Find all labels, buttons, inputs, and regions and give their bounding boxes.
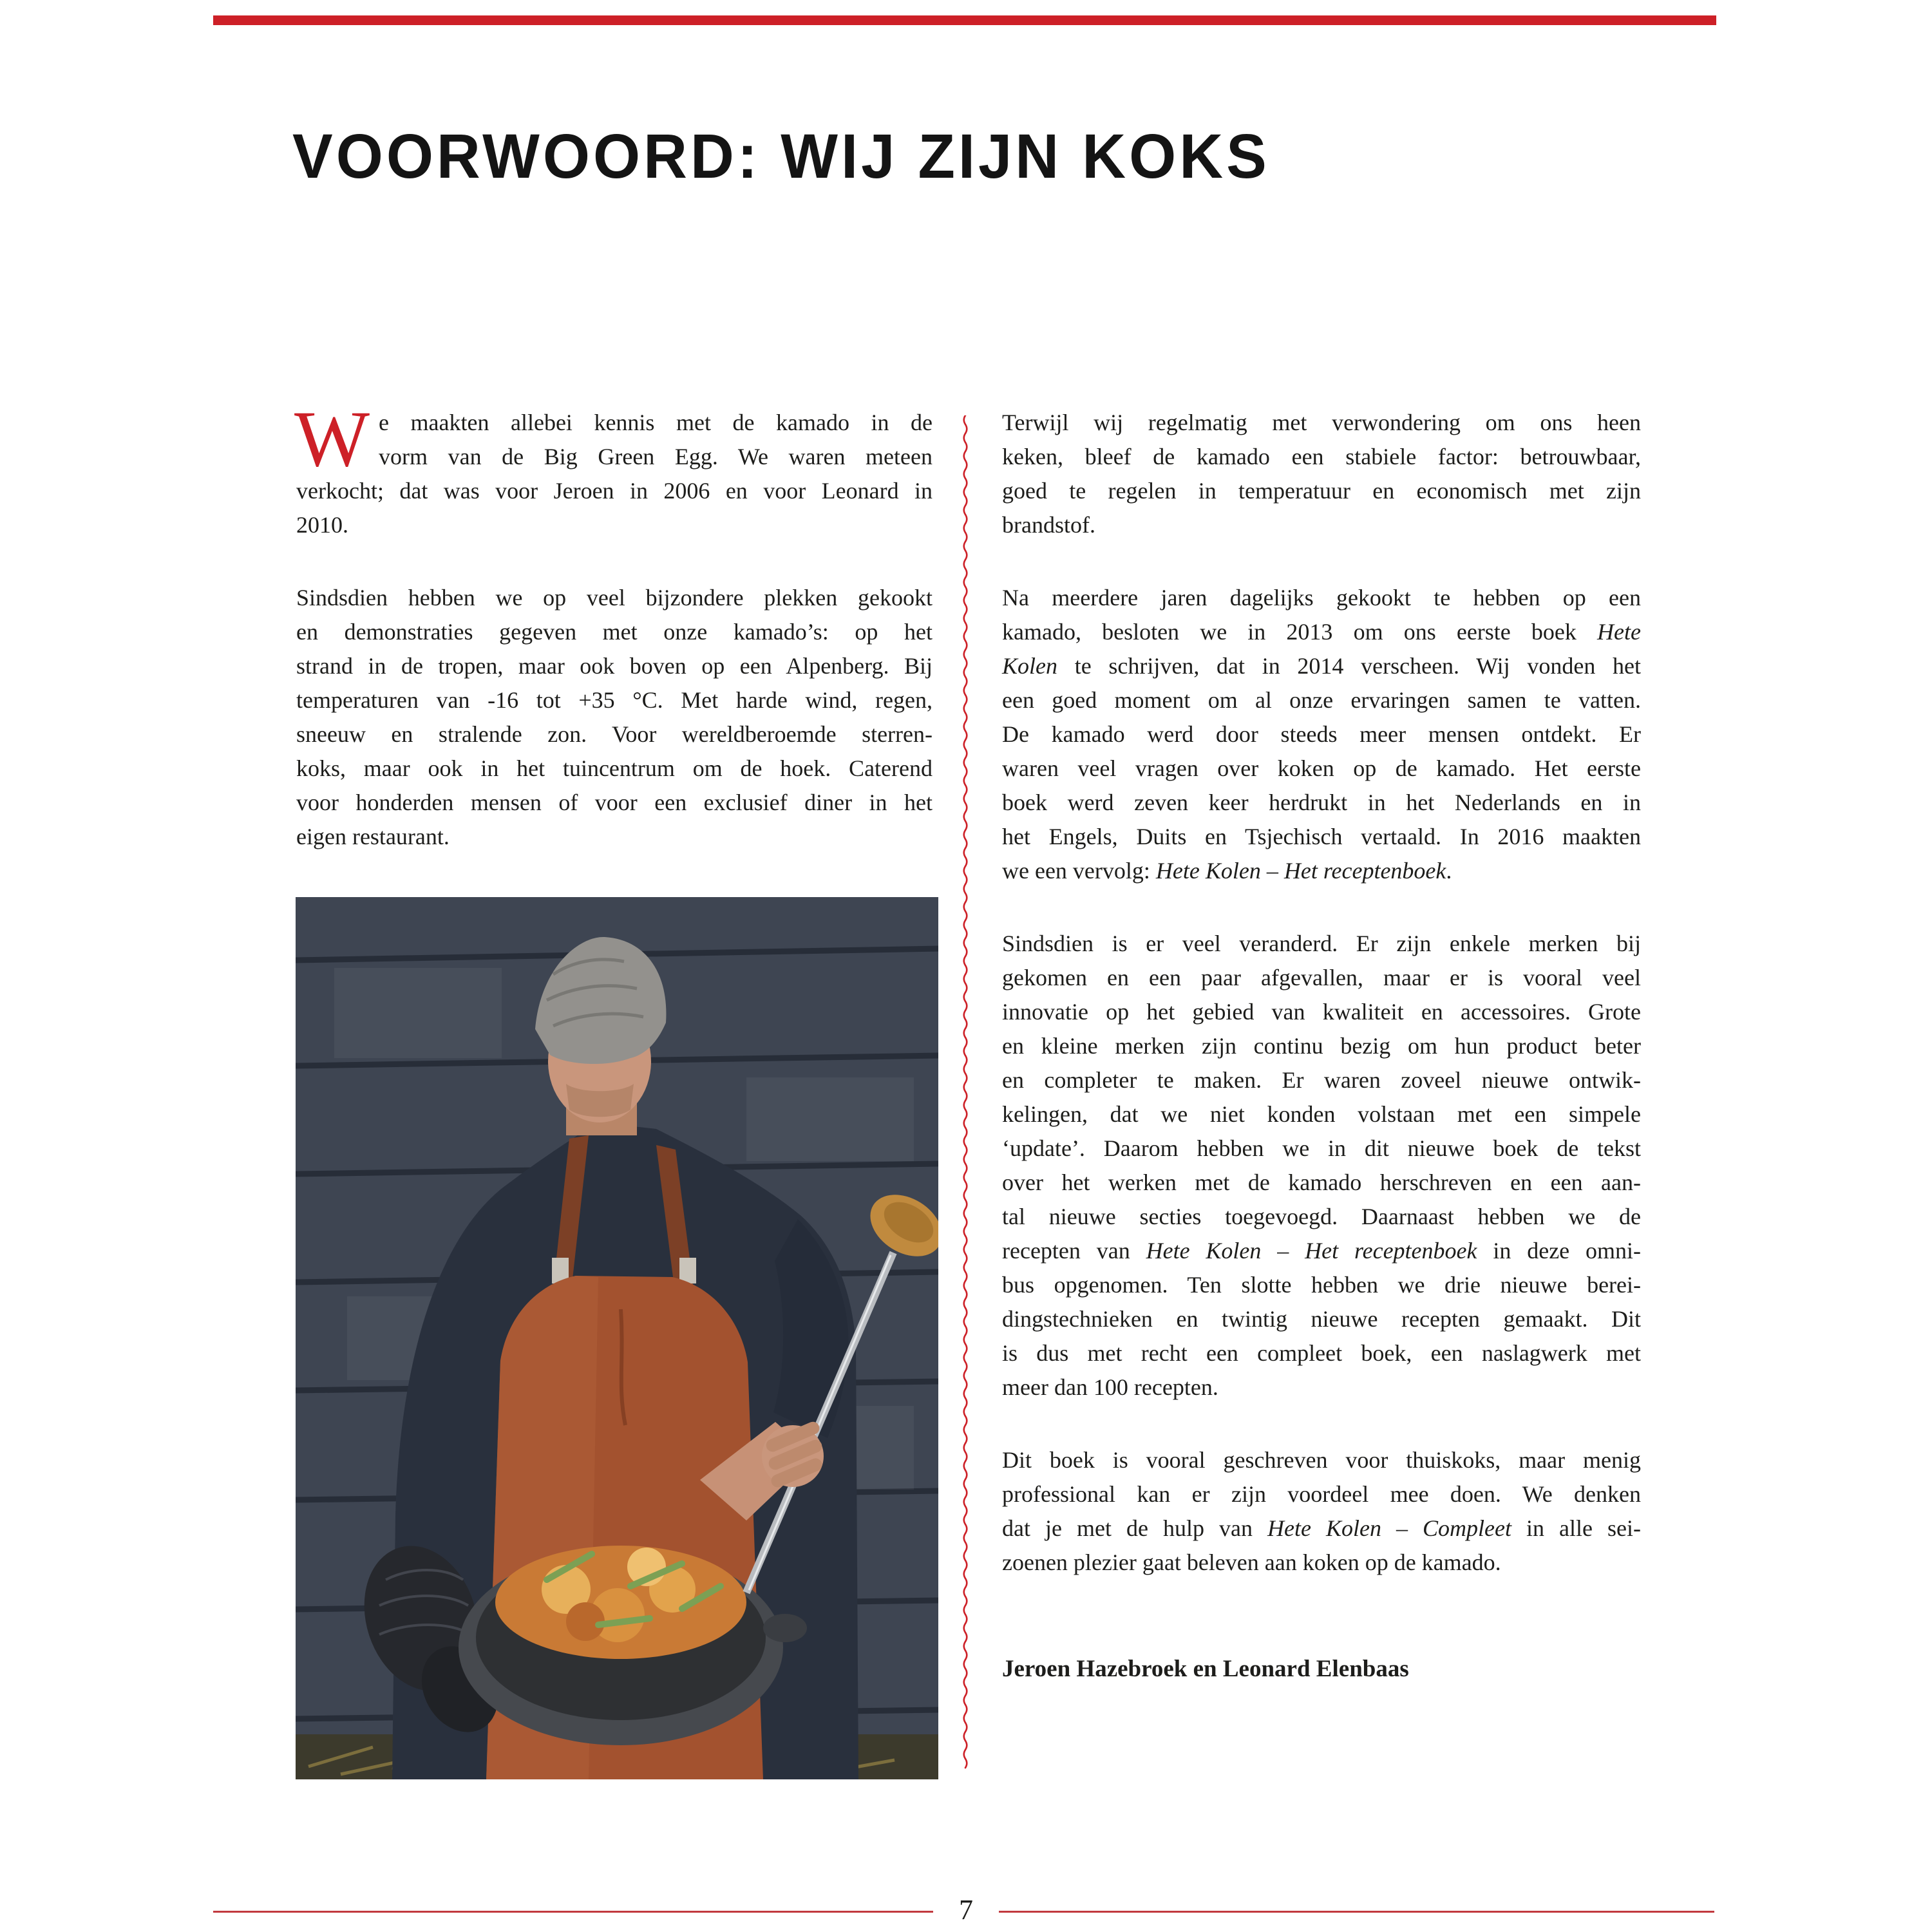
text-line: strand in de tropen, maar ook boven op een Alpenberg. Bij bbox=[296, 653, 933, 679]
footer-rule-right bbox=[999, 1911, 1714, 1913]
text-line: een goed moment om al onze ervaringen samen te vatten. bbox=[1002, 687, 1641, 713]
text-line: over het werken met de kamado herschreven en een aan- bbox=[1002, 1170, 1641, 1195]
text-line: Terwijl wij regelmatig met verwondering om ons heen bbox=[1002, 410, 1641, 435]
text-line: we een vervolg: Hete Kolen – Het receptenboek. bbox=[1002, 858, 1452, 884]
text-line: en kleine merken zijn continu bezig om hun product beter bbox=[1002, 1033, 1641, 1059]
text-line: kamado, besloten we in 2013 om ons eerste boek Hete bbox=[1002, 619, 1641, 645]
text-line: temperaturen van -16 tot +35 °C. Met harde wind, regen, bbox=[296, 687, 933, 713]
text-line: boek werd zeven keer herdrukt in het Nederlands en in bbox=[1002, 790, 1641, 815]
text-line: sneeuw en stralende zon. Voor wereldberoemde sterren- bbox=[296, 721, 933, 747]
top-accent-bar bbox=[213, 15, 1716, 25]
text-line: De kamado werd door steeds meer mensen ontdekt. Er bbox=[1002, 721, 1641, 747]
foreword-photo bbox=[296, 897, 938, 1779]
left-column bbox=[294, 395, 933, 854]
text-line: dat je met de hulp van Hete Kolen – Compleet in alle sei- bbox=[1002, 1515, 1641, 1541]
text-line: ‘update’. Daarom hebben we in dit nieuwe boek de tekst bbox=[1002, 1135, 1641, 1161]
text-line: brandstof. bbox=[1002, 512, 1095, 538]
paragraph bbox=[1002, 581, 1641, 888]
text-line: is dus met recht een compleet boek, een naslagwerk met bbox=[1002, 1340, 1641, 1366]
text-line: Na meerdere jaren dagelijks gekookt te hebben op een bbox=[1002, 585, 1641, 611]
drop-cap: W bbox=[294, 395, 370, 483]
page-number: 7 bbox=[959, 1894, 973, 1926]
text-line: dingstechnieken en twintig nieuwe recepten gemaakt. Dit bbox=[1002, 1306, 1641, 1332]
text-line: kelingen, dat we niet konden volstaan met een simpele bbox=[1002, 1101, 1641, 1127]
text-line: Jeroen Hazebroek en Leonard Elenbaas bbox=[1002, 1656, 1409, 1682]
text-line: en completer te maken. Er waren zoveel nieuwe ontwik- bbox=[1002, 1067, 1641, 1093]
paragraph bbox=[294, 395, 933, 542]
text-line: recepten van Hete Kolen – Het receptenboek in deze omni- bbox=[1002, 1238, 1641, 1264]
text-line: Sindsdien is er veel veranderd. Er zijn enkele merken bij bbox=[1002, 931, 1641, 956]
column-divider-squiggle bbox=[961, 415, 969, 1781]
text-line: waren veel vragen over koken op de kamado. Het eerste bbox=[1002, 755, 1641, 781]
text-line: zoenen plezier gaat beleven aan koken op de kamado. bbox=[1002, 1549, 1501, 1575]
text-line: goed te regelen in temperatuur en economisch met zijn bbox=[1002, 478, 1641, 504]
text-line: Dit boek is vooral geschreven voor thuiskoks, maar menig bbox=[1002, 1447, 1641, 1473]
text-line: meer dan 100 recepten. bbox=[1002, 1374, 1218, 1400]
text-line: en demonstraties gegeven met onze kamado’s: op het bbox=[296, 619, 933, 645]
footer-rule-left bbox=[213, 1911, 933, 1913]
page-title: VOORWOORD: WIJ ZIJN KOKS bbox=[292, 120, 1270, 191]
text-line: vorm van de Big Green Egg. We waren meteen bbox=[379, 444, 933, 469]
text-line: verkocht; dat was voor Jeroen in 2006 en voor Leonard in bbox=[296, 478, 933, 504]
paragraph bbox=[296, 581, 933, 854]
text-line: professional kan er zijn voordeel mee doen. We denken bbox=[1002, 1481, 1641, 1507]
text-line: eigen restaurant. bbox=[296, 824, 450, 849]
chef-photo-illustration bbox=[296, 897, 938, 1779]
text-line: het Engels, Duits en Tsjechisch vertaald. In 2016 maakten bbox=[1002, 824, 1641, 849]
text-line: innovatie op het gebied van kwaliteit en accessoires. Grote bbox=[1002, 999, 1641, 1025]
text-line: e maakten allebei kennis met de kamado in de bbox=[379, 410, 933, 435]
text-line: gekomen en een paar afgevallen, maar er is vooral veel bbox=[1002, 965, 1641, 990]
text-line: keken, bleef de kamado een stabiele factor: betrouwbaar, bbox=[1002, 444, 1641, 469]
right-column bbox=[1002, 406, 1641, 1686]
text-line: 2010. bbox=[296, 512, 348, 538]
paragraph bbox=[1002, 1443, 1641, 1580]
text-line: koks, maar ook in het tuincentrum om de hoek. Caterend bbox=[296, 755, 933, 781]
text-line: bus opgenomen. Ten slotte hebben we drie nieuwe berei- bbox=[1002, 1272, 1641, 1298]
text-line: Sindsdien hebben we op veel bijzondere plekken gekookt bbox=[296, 585, 933, 611]
paragraph bbox=[1002, 927, 1641, 1405]
text-line: Kolen te schrijven, dat in 2014 verscheen. Wij vonden het bbox=[1002, 653, 1641, 679]
paragraph bbox=[1002, 406, 1641, 542]
text-line: tal nieuwe secties toegevoegd. Daarnaast hebben we de bbox=[1002, 1204, 1641, 1229]
text-line: voor honderden mensen of voor een exclusief diner in het bbox=[296, 790, 933, 815]
author-signature bbox=[1002, 1652, 1641, 1686]
